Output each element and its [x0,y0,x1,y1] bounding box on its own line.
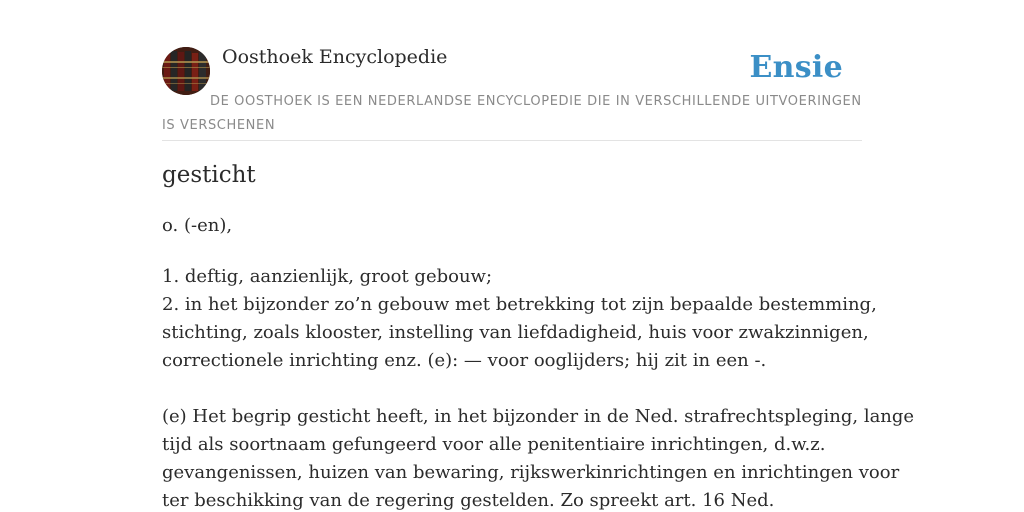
definition-line: (e) Het begrip gesticht heeft, in het bijzonder in de Ned. strafrechtspleging, lange [162,406,915,427]
definition-line: stichting, zoals klooster, instelling van liefdadigheid, huis voor zwakzinnigen, [162,322,869,343]
entry-title: gesticht [162,162,256,188]
site-name[interactable]: Oosthoek Encyclopedie [222,46,448,68]
definition-line: gevangenissen, huizen van bewaring, rijkswerkinrichtingen en inrichtingen voor [162,462,900,483]
site-header [162,40,862,141]
definition-line: 2. in het bijzonder zo’n gebouw met betrekking tot zijn bepaalde bestemming, [162,294,877,315]
paragraph-gap [162,375,862,403]
entry-grammar: o. (-en), [162,215,233,236]
site-tagline: DE OOSTHOEK IS EEN NEDERLANDSE ENCYCLOPEDIE DIE IN VERSCHILLENDE UITVOERINGEN IS VERSCHENEN [162,94,862,133]
definition-line: tijd als soortnaam gefungeerd voor alle penitentiaire inrichtingen, d.w.z. [162,434,826,455]
definition-line: ter beschikking van de regering gestelden. Zo spreekt art. 16 Ned. [162,490,775,511]
definition-line: 1. deftig, aanzienlijk, groot gebouw; [162,266,493,287]
ensie-logo-link[interactable]: Ensie [749,50,843,85]
encyclopedia-books-avatar-icon[interactable] [162,47,210,95]
definition-line: correctionele inrichting enz. (e): — voor ooglijders; hij zit in een -. [162,350,767,371]
entry-definition [162,263,915,512]
